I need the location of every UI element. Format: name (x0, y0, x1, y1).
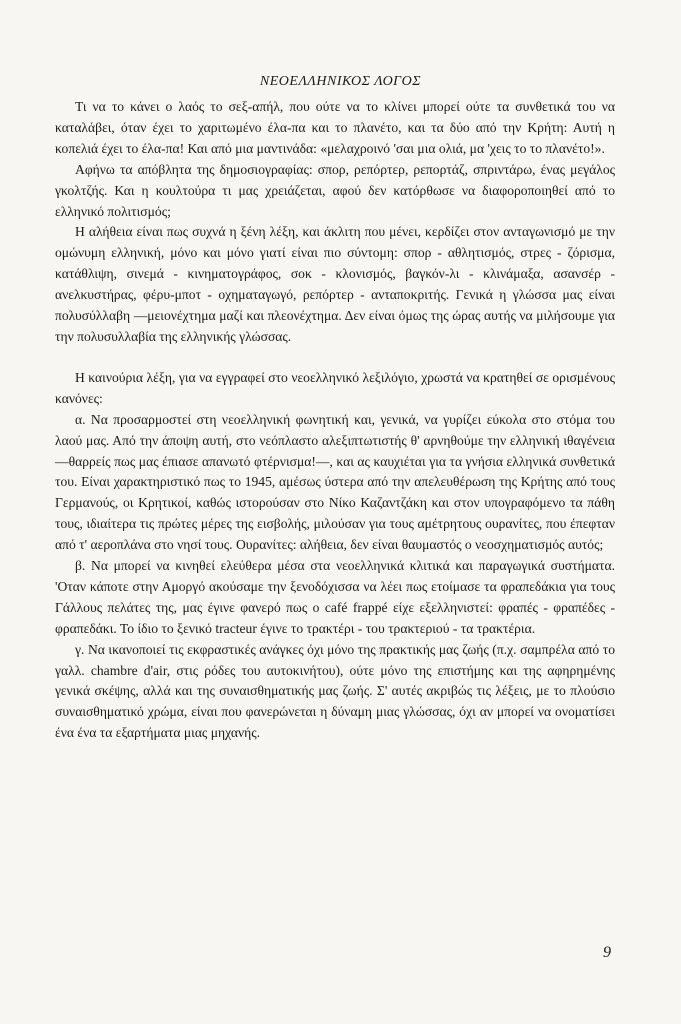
running-head: ΝΕΟΕΛΛΗΝΙΚΟΣ ΛΟΓΟΣ (259, 74, 422, 89)
paragraph: α. Να προσαρμοστεί στη νεοελληνική φωνητική και, γενικά, να γυρίζει εύκολα στο στόμα του λαού μας. Από την άποψη αυτή, στο νεόπλαστο αλεξιπτωτιστής θ' αρνηθούμε την ελληνική ιθαγένεια —θαρρείς πως μας έπιασε απανωτό φτέρνισμα!—, και ας καυχιέται για τα γνήσια ελληνικά συνθετικά του. Είναι χαρακτηριστικό πως το 1945, αμέσως ύστερα από την απελευθέρωση της Κρήτης από τους Γερμανούς, οι Κρητικοί, καθώς ιστορούσαν στο Νίκο Καζαντζάκη και στον υπογραφόμενο τα πάθη τους, ιδιαίτερα τις πρώτες μέρες της εισβολής, μιλούσαν για τους αμέτρητους ουρανίτες, που έπεφταν από τ' αεροπλάνα στο νησί τους. Ουρανίτες: αλήθεια, δεν είναι θαυμαστός ο νεοσχηματισμός αυτός; (55, 411, 615, 553)
paragraph: Η καινούρια λέξη, για να εγγραφεί στο νεοελληνικό λεξιλόγιο, χρωστά να κρατηθεί σε ορισμένους κανόνες: (55, 369, 615, 406)
section-gap (55, 348, 615, 368)
paragraph: γ. Να ικανοποιεί τις εκφραστικές ανάγκες όχι μόνο της πρακτικής μας ζωής (π.χ. σαμπρέλα από το γαλλ. chambre d'air, στις ρόδες του αυτοκινήτου), ούτε μόνο της επιστήμης και της αφηρημένης γενικά σκέψης, αλλά και της συναισθηματικής μας ζωής. Σ' αυτές ακριβώς τις λέξεις, με το πλούσιο συναισθηματικό χρώμα, είναι που φανερώνεται η δύναμη μιας γλώσσας, όχι αν μπορεί να ονοματίσει ένα ένα τα εξαρτήματα μιας μηχανής. (55, 641, 615, 741)
paragraph: Τι να το κάνει ο λαός το σεξ-απήλ, που ούτε να το κλίνει μπορεί ούτε τα συνθετικά του να καταλάβει, όταν έχει το χαριτωμένο έλα-πα και το πλανέτο, και τα δύο από την Κρήτη: Αυτή η κοπελιά έχει το έλα-πα! Και από μια μαντινάδα: «μελαχροινό 'σαι μια ολιά, μα 'χεις το το πλανέτο!». (55, 99, 615, 156)
paragraph: Η αλήθεια είναι πως συχνά η ξένη λέξη, και άκλιτη που μένει, κερδίζει στον ανταγωνισμό με την ομώνυμη ελληνική, μόνο και μόνο γιατί είναι πιο σύντομη: σπορ - αθλητισμός, στρες - ζόρισμα, κατάθλιψη, σινεμά - κινηματογράφος, σοκ - κλονισμός, βαγκόν-λι - κλινάμαξα, ασανσέρ - ανελκυστήρας, φέρυ-μποτ - οχηματαγωγό, ρεπόρτερ - ανταποκριτής. Γενικά η γλώσσα μας είναι πολυσύλλαβη —μειονέχτημα μαζί και πλεονέχτημα. Δεν είναι όμως της ώρας αυτής να μιλήσουμε για την πολυσυλλαβία της ελληνικής γλώσσας. (55, 224, 615, 344)
page-number: 9 (603, 944, 611, 961)
paragraph: β. Να μπορεί να κινηθεί ελεύθερα μέσα στα νεοελληνικά κλιτικά και παραγωγικά συστήματα. 'Οταν κάποτε στην Αμοργό ακούσαμε την ξενοδόχισσα να λέει πως ετοίμασε τα φραπεδάκια για τους Γάλλους πελάτες της, μας έγινε φανερό πως ο café frappé είχε εξελληνιστεί: φραπές - φραπέδες - φραπεδάκι. Το ίδιο το ξενικό tracteur έγινε το τρακτέρι - του τρακτεριού - τα τρακτέρια. (55, 558, 615, 636)
paragraph: Αφήνω τα απόβλητα της δημοσιογραφίας: σπορ, ρεπόρτερ, ρεπορτάζ, σπριντάρω, ένας μεγάλος γκολτζής. Και η κουλτούρα τι μας χρειάζεται, αφού δεν κατόρθωσε να διαφοροποιηθεί από το ελληνικό πολιτισμός; (55, 161, 615, 219)
body-text (55, 97, 615, 744)
